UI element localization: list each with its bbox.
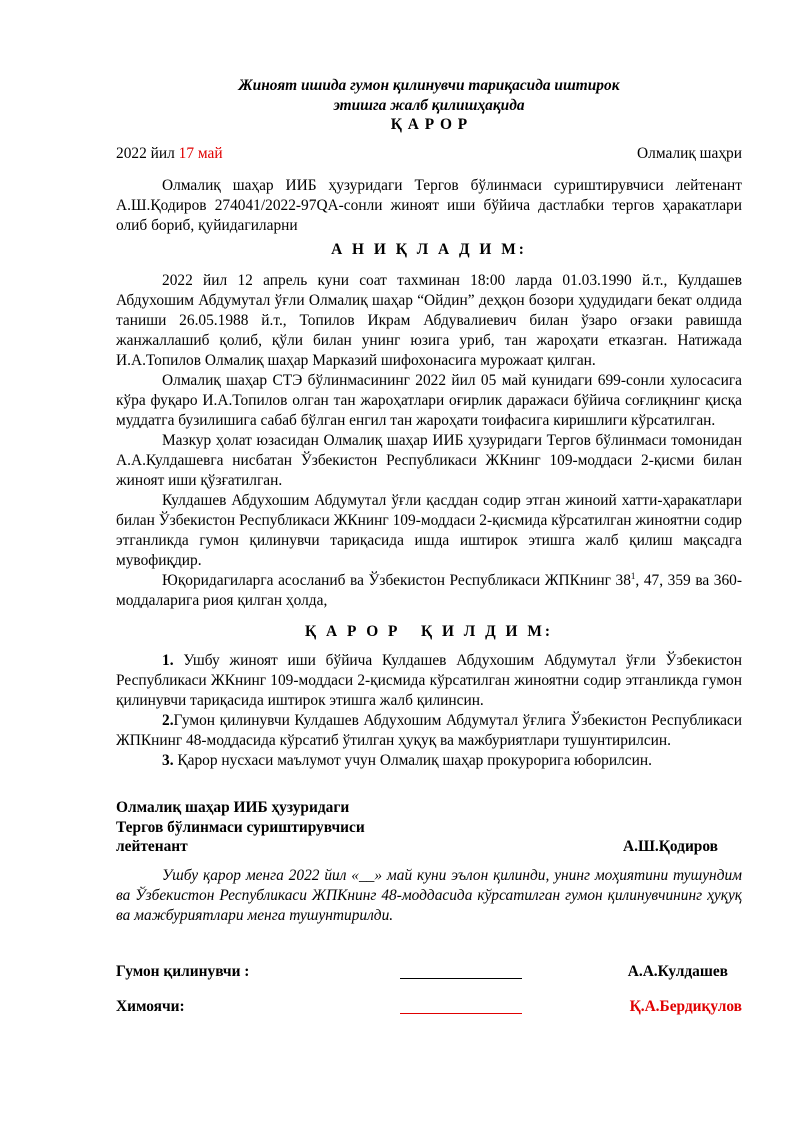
p5-superscript: 1 <box>630 570 636 581</box>
findings-paragraph-5 <box>116 571 742 611</box>
decisions-list <box>116 651 742 771</box>
defender-label: Химоячи: <box>116 998 185 1015</box>
findings-paragraph-2: Олмалиқ шаҳар СТЭ бўлинмасининг 2022 йил 05 май кунидаги 699-сонли хулосасига кўра фуқаро И.А.Топилов олган тан жароҳатлари оғирлик даражаси бўйича соғлиқнинг қисқа муддатга бузилишига сабаб бўлган енгил тан жароҳати тоифасига киришлиги кўрсатилган. <box>116 372 742 429</box>
defender-signature-row <box>116 997 742 1017</box>
defender-signature-line <box>400 1013 522 1014</box>
signature-rank-row <box>116 837 742 857</box>
decision-number: 1. <box>162 652 174 669</box>
decision-text: Қарор нусхаси маълумот учун Олмалиқ шаҳар прокурорига юборилсин. <box>173 752 652 769</box>
date <box>116 144 223 164</box>
decision-number: 2. <box>162 712 174 729</box>
document-title-decision: Қ А Р О Р <box>390 116 468 133</box>
document-title-line1: Жиноят ишида гумон қилинувчи тариқасида иштирок <box>238 77 620 94</box>
suspect-label: Гумон қилинувчи : <box>116 963 250 980</box>
section-heading-findings: А Н И Қ Л А Д И М: <box>331 241 527 258</box>
section-heading-decision: Қ А Р О Р Қ И Л Д И М: <box>304 623 554 640</box>
signature-rank: лейтенант <box>116 838 188 855</box>
date-year: 2022 йил <box>116 145 175 162</box>
findings-body <box>116 271 742 611</box>
findings-paragraph-3: Мазкур ҳолат юзасидан Олмалиқ шаҳар ИИБ ҳузуридаги Тергов бўлинмаси томонидан А.А.Кулдашевга нисбатан Ўзбекистон Республикаси ЖКнинг 109-моддаси 2-қисми билан жиноят иши қўзғатилган. <box>116 432 742 489</box>
date-day-month: 17 май <box>178 145 223 162</box>
p5-text-end: , 47, 359 ва 360-моддаларига риоя қилган ҳолда, <box>116 572 742 609</box>
decision-number: 3. <box>162 752 174 769</box>
decision-item-1 <box>116 651 742 711</box>
findings-paragraph-4: Кулдашев Абдухошим Абдумутал ўғли қасддан содир этган жиноий хатти-ҳаракатлари билан Ўзбекистон Республикаси ЖКнинг 109-моддаси 2-қисмида кўрсатилган жиноятни содир этганликда гумон қилинувчи тариқасида ишда иштирок этишга жалб қилиш мақсадга мувофиқдир. <box>116 492 742 569</box>
defender-name: Қ.А.Бердиқулов <box>629 998 742 1015</box>
signature-position-line1: Олмалиқ шаҳар ИИБ ҳузуридаги <box>116 799 350 816</box>
decision-item-2 <box>116 711 742 751</box>
signature-position-line2: Тергов бўлинмаси суриштирувчиси <box>116 819 365 836</box>
p5-text-start: Юқоридагиларга асосланиб ва Ўзбекистон Республикаси ЖПКнинг 38 <box>162 572 631 589</box>
intro-paragraph: Олмалиқ шаҳар ИИБ ҳузуридаги Тергов бўлинмаси суриштирувчиси лейтенант А.Ш.Қодиров 274041/2022-97QA-сонли жиноят иши бўйича дастлабки тергов ҳаракатлари олиб бориб, қуйидагиларни <box>116 177 742 234</box>
document-title-line2: этишга жалб қилишҳақида <box>333 97 525 114</box>
suspect-signature-row <box>116 962 742 982</box>
date-place-row <box>116 144 742 164</box>
findings-paragraph-1: 2022 йил 12 апрель куни соат тахминан 18:00 ларда 01.03.1990 й.т., Кулдашев Абдухошим Абдумутал ўғли Олмалиқ шаҳар “Ойдин” деҳқон бозори ҳудудидаги бекат олдида таниши 26.05.1988 й.т., Топилов Икрам Абдувалиевич билан ўзаро оғзаки равишда жанжаллашиб қолиб, қўли билан унинг юзига уриб, тан жароҳати етказган. Натижада И.А.Топилов Олмалиқ шаҳар Марказий шифохонасига мурожаат қилган. <box>116 272 742 369</box>
signature-name: А.Ш.Қодиров <box>623 838 718 855</box>
acknowledgement-paragraph: Ушбу қарор менга 2022 йил «__» май куни эълон қилинди, унинг моҳиятини тушундим ва Ўзбекистон Республикаси ЖПКнинг 48-моддасида кўрсатилган гумон қилинувчининг ҳуқуқ ва мажбуриятлари менга тушунтирилди. <box>116 867 742 924</box>
place: Олмалиқ шаҳри <box>637 145 742 162</box>
decision-item-3 <box>116 751 742 771</box>
decision-text: Ушбу жиноят иши бўйича Кулдашев Абдухошим Абдумутал ўғли Ўзбекистон Республикаси ЖКнинг 109-моддаси 2-қисмида кўрсатилган жиноятни содир этганликда гумон қилинувчи тариқасида иштирок этишга жалб қилинсин. <box>116 652 742 709</box>
suspect-signature-line <box>400 978 522 979</box>
decision-text: Гумон қилинувчи Кулдашев Абдухошим Абдумутал ўғлига Ўзбекистон Республикаси ЖПКнинг 48-моддасида кўрсатиб ўтилган ҳуқуқ ва мажбуриятлари тушунтирилсин. <box>116 712 742 749</box>
suspect-name: А.А.Кулдашев <box>627 963 728 980</box>
